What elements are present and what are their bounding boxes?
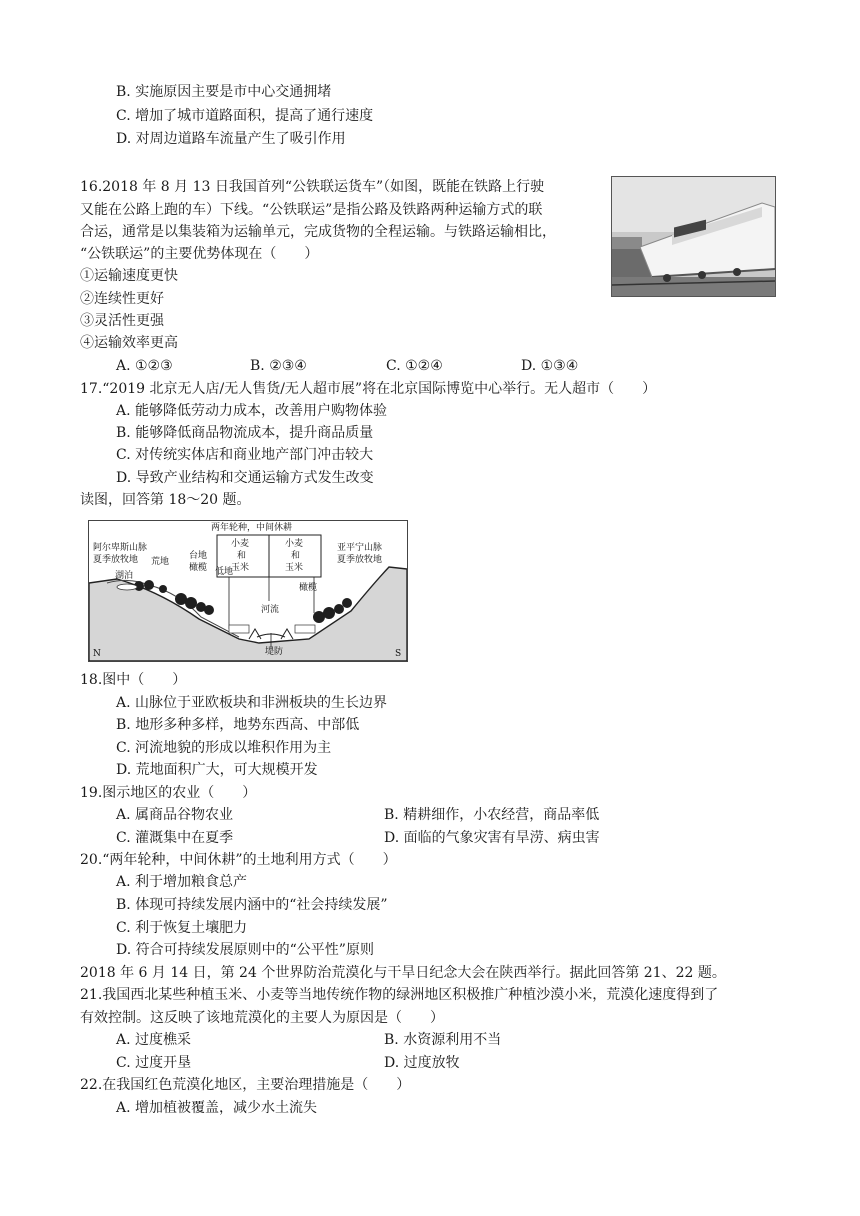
q21-option-a: A. 过度樵采 bbox=[116, 1032, 192, 1048]
diagram-label-wheat: 小麦 bbox=[231, 539, 250, 549]
q16-stem-line: 16.2018 年 8 月 13 日我国首列“公铁联运货车”（如图，既能在铁路上行驶 bbox=[80, 179, 545, 195]
q19-option-b: B. 精耕细作，小农经营，商品率低 bbox=[384, 807, 600, 823]
q16-item: ②连续性更好 bbox=[80, 291, 164, 307]
q19-option-d: D. 面临的气象灾害有旱涝、病虫害 bbox=[384, 830, 600, 846]
diagram-label-south: S bbox=[395, 649, 402, 659]
q17-stem: 17.“2019 北京无人店/无人售货/无人超市展”将在北京国际博览中心举行。无人超市（ ） bbox=[80, 381, 657, 397]
diagram-label-and: 和 bbox=[291, 551, 301, 561]
diagram-label-alps: 阿尔卑斯山脉 bbox=[93, 543, 148, 553]
q16-item: ①运输速度更快 bbox=[80, 268, 178, 284]
q19-option-c: C. 灌溉集中在夏季 bbox=[116, 830, 234, 846]
q16-stem-line: 合运，通常是以集装箱为运输单元，完成货物的全程运输。与铁路运输相比， bbox=[80, 224, 556, 240]
diagram-label-north: N bbox=[93, 649, 101, 659]
diagram-label-lowland: 低地 bbox=[215, 567, 234, 577]
q16-option-c: C. ①②④ bbox=[386, 358, 443, 374]
q21-stem-line: 21.我国西北某些种植玉米、小麦等当地传统作物的绿洲地区积极推广种植沙漠小米，荒漠化速度得到了 bbox=[80, 987, 719, 1003]
diagram-label-wheat: 小麦 bbox=[285, 539, 304, 549]
diagram-label-corn: 玉米 bbox=[285, 563, 304, 573]
q20-option-a: A. 利于增加粮食总产 bbox=[116, 874, 248, 890]
diagram-label-title: 两年轮种，中间休耕 bbox=[211, 523, 293, 533]
q20-stem: 20.“两年轮种，中间休耕”的土地利用方式（ ） bbox=[80, 852, 397, 868]
q17-option-b: B. 能够降低商品物流成本，提升商品质量 bbox=[116, 425, 374, 441]
section-intro-18-20: 读图，回答第 18～20 题。 bbox=[80, 492, 251, 508]
freight-train-photo bbox=[611, 176, 776, 297]
q22-stem: 22.在我国红色荒漠化地区，主要治理措施是（ ） bbox=[80, 1077, 411, 1093]
q16-option-a: A. ①②③ bbox=[116, 358, 173, 374]
diagram-label-river: 河流 bbox=[261, 605, 280, 615]
q16-item: ④运输效率更高 bbox=[80, 335, 178, 351]
q17-option-a: A. 能够降低劳动力成本，改善用户购物体验 bbox=[116, 403, 388, 419]
q18-option-a: A. 山脉位于亚欧板块和非洲板块的生长边界 bbox=[116, 695, 388, 711]
diagram-label-pasture-left: 夏季放牧地 bbox=[93, 555, 139, 565]
q22-option-a: A. 增加植被覆盖，减少水土流失 bbox=[116, 1100, 318, 1116]
diagram-label-corn: 玉米 bbox=[231, 563, 250, 573]
q19-stem: 19.图示地区的农业（ ） bbox=[80, 785, 257, 801]
diagram-label-lake: 湖泊 bbox=[115, 571, 134, 581]
q19-option-a: A. 属商品谷物农业 bbox=[116, 807, 234, 823]
q15-option-c: C. 增加了城市道路面积，提高了通行速度 bbox=[116, 108, 374, 124]
q16-option-b: B. ②③④ bbox=[250, 358, 307, 374]
diagram-label-pasture-right: 夏季放牧地 bbox=[337, 555, 383, 565]
diagram-label-wasteland: 荒地 bbox=[151, 557, 170, 567]
q18-option-c: C. 河流地貌的形成以堆积作用为主 bbox=[116, 740, 332, 756]
q21-stem-line: 有效控制。这反映了该地荒漠化的主要人为原因是（ ） bbox=[80, 1010, 444, 1026]
diagram-label-levee: 堤防 bbox=[265, 647, 284, 657]
q20-option-d: D. 符合可持续发展原则中的“公平性”原则 bbox=[116, 942, 374, 958]
q16-option-d: D. ①③④ bbox=[521, 358, 579, 374]
q20-option-b: B. 体现可持续发展内涵中的“社会持续发展” bbox=[116, 897, 388, 913]
q16-stem-line: 又能在公路上跑的车）下线。“公铁联运”是指公路及铁路两种运输方式的联 bbox=[80, 202, 543, 218]
q15-option-b: B. 实施原因主要是市中心交通拥堵 bbox=[116, 84, 332, 100]
q18-option-d: D. 荒地面积广大，可大规模开发 bbox=[116, 762, 318, 778]
q21-option-d: D. 过度放牧 bbox=[384, 1055, 460, 1071]
diagram-label-olive-left: 橄榄 bbox=[189, 563, 208, 573]
q15-option-d: D. 对周边道路车流量产生了吸引作用 bbox=[116, 131, 346, 147]
diagram-label-terrace: 台地 bbox=[189, 551, 208, 561]
q18-stem: 18.图中（ ） bbox=[80, 672, 187, 688]
q17-option-c: C. 对传统实体店和商业地产部门冲击较大 bbox=[116, 447, 374, 463]
q18-option-b: B. 地形多种多样，地势东西高、中部低 bbox=[116, 717, 360, 733]
diagram-label-olive-right: 橄榄 bbox=[299, 583, 318, 593]
section-intro-21-22: 2018 年 6 月 14 日，第 24 个世界防治荒漠化与干旱日纪念大会在陕西举行。据此回答第 21、22 题。 bbox=[80, 965, 726, 981]
q21-option-c: C. 过度开垦 bbox=[116, 1055, 192, 1071]
valley-cross-section-diagram bbox=[88, 520, 408, 662]
diagram-label-and: 和 bbox=[237, 551, 247, 561]
q16-stem-line: “公铁联运”的主要优势体现在（ ） bbox=[80, 246, 319, 262]
diagram-label-apennines: 亚平宁山脉 bbox=[337, 543, 383, 553]
q17-option-d: D. 导致产业结构和交通运输方式发生改变 bbox=[116, 470, 374, 486]
q21-option-b: B. 水资源利用不当 bbox=[384, 1032, 502, 1048]
q16-item: ③灵活性更强 bbox=[80, 313, 164, 329]
q20-option-c: C. 利于恢复土壤肥力 bbox=[116, 920, 248, 936]
